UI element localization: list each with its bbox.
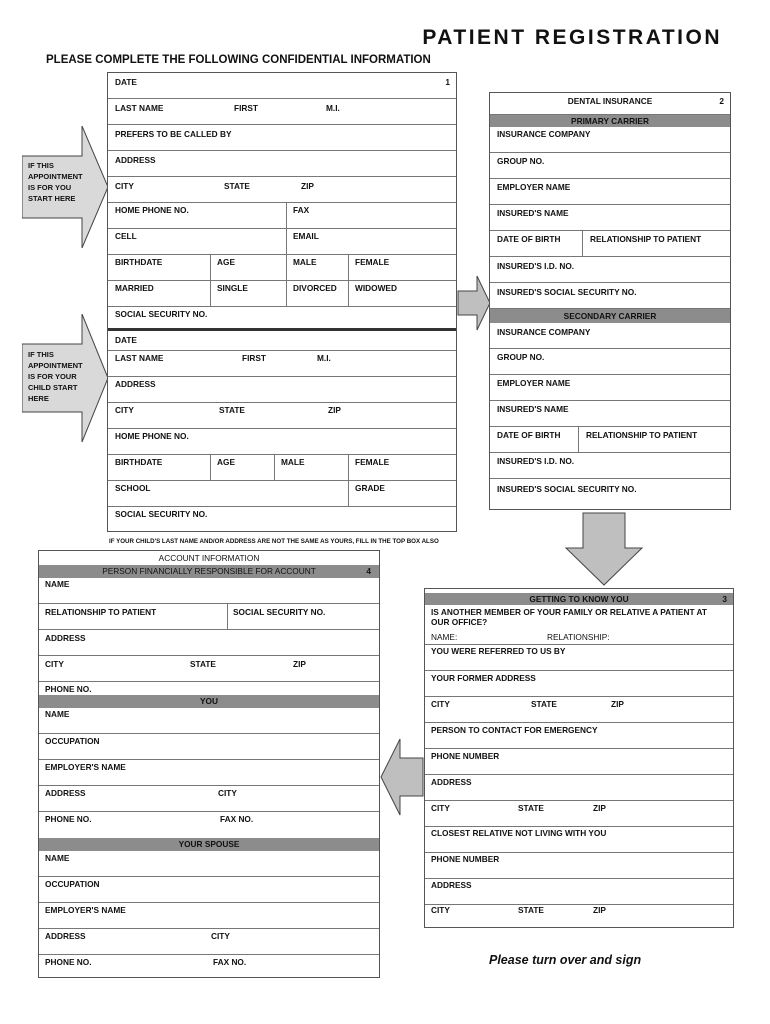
- child-home-phone-label: HOME PHONE NO.: [115, 431, 189, 441]
- date-row[interactable]: [108, 73, 456, 99]
- relative-city-row[interactable]: [425, 905, 733, 929]
- secondary-ssn-label: INSURED'S SOCIAL SECURITY NO.: [497, 484, 637, 494]
- spouse-band: YOUR SPOUSE: [39, 838, 379, 851]
- city-label: CITY: [115, 181, 134, 191]
- former-city-row[interactable]: [425, 697, 733, 723]
- secondary-id-row[interactable]: [490, 453, 730, 479]
- emergency-city-row[interactable]: [425, 801, 733, 827]
- section-arrow-down: [565, 512, 643, 586]
- you-band: YOU: [39, 695, 379, 708]
- responsible-title: PERSON FINANCIALLY RESPONSIBLE FOR ACCOUNT: [102, 566, 316, 576]
- account-info-section: [38, 550, 380, 978]
- child-note: IF YOUR CHILD'S LAST NAME AND/OR ADDRESS ARE NOT THE SAME AS YOURS, FILL IN THE TOP BOX ALSO: [109, 538, 439, 545]
- school-label: SCHOOL: [115, 483, 151, 493]
- primary-group-row[interactable]: [490, 153, 730, 179]
- secondary-carrier-band: SECONDARY CARRIER: [490, 309, 730, 323]
- school-row[interactable]: [108, 481, 456, 507]
- relative-address-label: ADDRESS: [431, 880, 472, 890]
- child-phone-row[interactable]: [108, 429, 456, 455]
- emergency-state-label: STATE: [518, 803, 544, 813]
- child-age-label: AGE: [217, 457, 235, 467]
- spouse-occupation-label: OCCUPATION: [45, 879, 100, 889]
- responsible-band: [39, 565, 379, 578]
- arrow-left-icon: [380, 738, 424, 816]
- child-city-row[interactable]: [108, 403, 456, 429]
- account-relationship-row[interactable]: [39, 604, 379, 630]
- spouse-occupation-row[interactable]: [39, 877, 379, 903]
- age-label: AGE: [217, 257, 235, 267]
- emergency-address-label: ADDRESS: [431, 777, 472, 787]
- spouse-phone-row[interactable]: [39, 955, 379, 979]
- account-city-row[interactable]: [39, 656, 379, 682]
- relative-zip-label: ZIP: [593, 905, 606, 915]
- emergency-row[interactable]: [425, 723, 733, 749]
- male-label: MALE: [293, 257, 317, 267]
- address-label: ADDRESS: [115, 155, 156, 165]
- primary-company-row[interactable]: [490, 127, 730, 153]
- fax-label: FAX: [293, 205, 310, 215]
- spouse-employer-label: EMPLOYER'S NAME: [45, 905, 126, 915]
- primary-company-label: INSURANCE COMPANY: [497, 129, 591, 139]
- relative-city-label: CITY: [431, 905, 450, 915]
- emergency-phone-row[interactable]: [425, 749, 733, 775]
- primary-employer-row[interactable]: [490, 179, 730, 205]
- spouse-employer-row[interactable]: [39, 903, 379, 929]
- married-label: MARRIED: [115, 283, 154, 293]
- you-name-row[interactable]: [39, 708, 379, 734]
- child-name-row[interactable]: [108, 351, 456, 377]
- child-date-label: DATE: [115, 335, 137, 345]
- cell-row[interactable]: [108, 229, 456, 255]
- family-member-row[interactable]: [425, 605, 733, 645]
- child-birth-row[interactable]: [108, 455, 456, 481]
- primary-relationship-label: RELATIONSHIP TO PATIENT: [590, 234, 702, 244]
- you-city-label: CITY: [218, 788, 237, 798]
- former-city-label: CITY: [431, 699, 450, 709]
- secondary-employer-row[interactable]: [490, 375, 730, 401]
- secondary-insured-row[interactable]: [490, 401, 730, 427]
- secondary-employer-label: EMPLOYER NAME: [497, 378, 571, 388]
- patient-info-section: [107, 72, 457, 532]
- prefers-row[interactable]: [108, 125, 456, 151]
- ssn-row[interactable]: [108, 307, 456, 331]
- marital-row[interactable]: [108, 281, 456, 307]
- secondary-company-row[interactable]: [490, 323, 730, 349]
- family-member-name-label: NAME:: [431, 632, 458, 642]
- emergency-address-row[interactable]: [425, 775, 733, 801]
- page-subtitle: PLEASE COMPLETE THE FOLLOWING CONFIDENTIAL INFORMATION: [46, 54, 431, 66]
- account-relationship-label: RELATIONSHIP TO PATIENT: [45, 607, 157, 617]
- primary-insured-row[interactable]: [490, 205, 730, 231]
- account-state-label: STATE: [190, 659, 216, 669]
- primary-insured-label: INSURED'S NAME: [497, 208, 569, 218]
- spouse-fax-label: FAX NO.: [213, 957, 247, 967]
- getting-to-know-you-section: [424, 588, 734, 928]
- child-city-label: CITY: [115, 405, 134, 415]
- section-arrow-left: [380, 738, 424, 816]
- insurance-number: 2: [719, 96, 724, 106]
- emergency-zip-label: ZIP: [593, 803, 606, 813]
- relative-state-label: STATE: [518, 905, 544, 915]
- child-first-name-label: FIRST: [242, 353, 266, 363]
- secondary-insured-label: INSURED'S NAME: [497, 404, 569, 414]
- secondary-relationship-label: RELATIONSHIP TO PATIENT: [586, 430, 698, 440]
- page-title: PATIENT REGISTRATION: [422, 26, 722, 49]
- widowed-label: WIDOWED: [355, 283, 397, 293]
- grade-label: GRADE: [355, 483, 385, 493]
- closest-relative-row[interactable]: [425, 827, 733, 853]
- sign-note: Please turn over and sign: [489, 953, 642, 967]
- last-name-label: LAST NAME: [115, 103, 164, 113]
- child-address-label: ADDRESS: [115, 379, 156, 389]
- arrow-down-icon: [565, 512, 643, 586]
- spouse-name-row[interactable]: [39, 851, 379, 877]
- secondary-group-row[interactable]: [490, 349, 730, 375]
- home-phone-label: HOME PHONE NO.: [115, 205, 189, 215]
- primary-carrier-band: PRIMARY CARRIER: [490, 115, 730, 127]
- former-address-row[interactable]: [425, 671, 733, 697]
- relative-phone-row[interactable]: [425, 853, 733, 879]
- getting-to-know-band: [425, 593, 733, 605]
- secondary-id-label: INSURED'S I.D. NO.: [497, 456, 575, 466]
- adult-arrow: [22, 126, 110, 248]
- primary-dob-label: DATE OF BIRTH: [497, 234, 561, 244]
- adult-arrow-text: IF THIS APPOINTMENT IS FOR YOU START HERE: [28, 161, 83, 203]
- account-city-label: CITY: [45, 659, 64, 669]
- account-number: 4: [366, 566, 371, 576]
- primary-id-label: INSURED'S I.D. NO.: [497, 261, 575, 271]
- account-zip-label: ZIP: [293, 659, 306, 669]
- date-label: DATE: [115, 77, 137, 87]
- zip-label: ZIP: [301, 181, 314, 191]
- you-address-label: ADDRESS: [45, 788, 86, 798]
- primary-dob-row[interactable]: [490, 231, 730, 257]
- email-label: EMAIL: [293, 231, 319, 241]
- spouse-name-label: NAME: [45, 853, 70, 863]
- relative-address-row[interactable]: [425, 879, 733, 905]
- child-address-row[interactable]: [108, 377, 456, 403]
- child-male-label: MALE: [281, 457, 305, 467]
- first-name-label: FIRST: [234, 103, 258, 113]
- divorced-label: DIVORCED: [293, 283, 337, 293]
- you-occupation-row[interactable]: [39, 734, 379, 760]
- section-arrow-right: [457, 275, 491, 331]
- family-member-question: IS ANOTHER MEMBER OF YOUR FAMILY OR RELATIVE A PATIENT AT OUR OFFICE?: [431, 607, 707, 627]
- account-address-row[interactable]: [39, 630, 379, 656]
- prefers-label: PREFERS TO BE CALLED BY: [115, 129, 232, 139]
- primary-group-label: GROUP NO.: [497, 156, 545, 166]
- relative-phone-label: PHONE NUMBER: [431, 854, 500, 864]
- family-member-relationship-label: RELATIONSHIP:: [547, 632, 610, 642]
- spouse-phone-label: PHONE NO.: [45, 957, 92, 967]
- account-phone-row[interactable]: [39, 682, 379, 695]
- mi-label: M.I.: [326, 103, 340, 113]
- secondary-dob-row[interactable]: [490, 427, 730, 453]
- child-date-row[interactable]: [108, 331, 456, 351]
- you-phone-row[interactable]: [39, 812, 379, 838]
- address-row[interactable]: [108, 151, 456, 177]
- child-ssn-label: SOCIAL SECURITY NO.: [115, 509, 208, 519]
- closest-relative-label: CLOSEST RELATIVE NOT LIVING WITH YOU: [431, 828, 607, 838]
- child-mi-label: M.I.: [317, 353, 331, 363]
- spouse-address-row[interactable]: [39, 929, 379, 955]
- account-name-row[interactable]: [39, 578, 379, 604]
- insurance-title-row: [490, 93, 730, 115]
- you-name-label: NAME: [45, 709, 70, 719]
- name-row[interactable]: [108, 99, 456, 125]
- primary-ssn-label: INSURED'S SOCIAL SECURITY NO.: [497, 287, 637, 297]
- you-occupation-label: OCCUPATION: [45, 736, 100, 746]
- secondary-dob-label: DATE OF BIRTH: [497, 430, 561, 440]
- former-state-label: STATE: [531, 699, 557, 709]
- child-state-label: STATE: [219, 405, 245, 415]
- emergency-city-label: CITY: [431, 803, 450, 813]
- spouse-address-label: ADDRESS: [45, 931, 86, 941]
- account-title-row: [39, 551, 379, 565]
- child-female-label: FEMALE: [355, 457, 390, 467]
- emergency-phone-label: PHONE NUMBER: [431, 751, 500, 761]
- referred-row[interactable]: [425, 645, 733, 671]
- section-number: 1: [445, 77, 450, 87]
- account-name-label: NAME: [45, 579, 70, 589]
- getting-to-know-number: 3: [722, 594, 727, 604]
- phone-row[interactable]: [108, 203, 456, 229]
- state-label: STATE: [224, 181, 250, 191]
- secondary-group-label: GROUP NO.: [497, 352, 545, 362]
- you-fax-label: FAX NO.: [220, 814, 254, 824]
- cell-label: CELL: [115, 231, 137, 241]
- account-ssn-label: SOCIAL SECURITY NO.: [233, 607, 326, 617]
- getting-to-know-title: GETTING TO KNOW YOU: [529, 594, 629, 604]
- ssn-label: SOCIAL SECURITY NO.: [115, 309, 208, 319]
- spouse-city-label: CITY: [211, 931, 230, 941]
- account-title: ACCOUNT INFORMATION: [158, 553, 260, 563]
- former-zip-label: ZIP: [611, 699, 624, 709]
- referred-label: YOU WERE REFERRED TO US BY: [431, 646, 566, 656]
- birthdate-label: BIRTHDATE: [115, 257, 163, 267]
- insurance-title: DENTAL INSURANCE: [567, 96, 653, 106]
- city-row[interactable]: [108, 177, 456, 203]
- child-zip-label: ZIP: [328, 405, 341, 415]
- you-address-row[interactable]: [39, 786, 379, 812]
- you-employer-label: EMPLOYER'S NAME: [45, 762, 126, 772]
- emergency-label: PERSON TO CONTACT FOR EMERGENCY: [431, 725, 598, 735]
- child-ssn-row[interactable]: [108, 507, 456, 533]
- birth-row[interactable]: [108, 255, 456, 281]
- primary-employer-label: EMPLOYER NAME: [497, 182, 571, 192]
- child-last-name-label: LAST NAME: [115, 353, 164, 363]
- you-employer-row[interactable]: [39, 760, 379, 786]
- child-birthdate-label: BIRTHDATE: [115, 457, 163, 467]
- arrow-right-icon: [457, 275, 491, 331]
- child-arrow-text: IF THIS APPOINTMENT IS FOR YOUR CHILD START HERE: [28, 350, 83, 403]
- single-label: SINGLE: [217, 283, 248, 293]
- account-phone-label: PHONE NO.: [45, 684, 92, 694]
- female-label: FEMALE: [355, 257, 390, 267]
- you-phone-label: PHONE NO.: [45, 814, 92, 824]
- child-arrow: [22, 314, 110, 442]
- secondary-ssn-row[interactable]: [490, 479, 730, 509]
- dental-insurance-section: [489, 92, 731, 510]
- account-address-label: ADDRESS: [45, 633, 86, 643]
- primary-id-row[interactable]: [490, 257, 730, 283]
- former-address-label: YOUR FORMER ADDRESS: [431, 673, 536, 683]
- primary-ssn-row[interactable]: [490, 283, 730, 309]
- secondary-company-label: INSURANCE COMPANY: [497, 327, 591, 337]
